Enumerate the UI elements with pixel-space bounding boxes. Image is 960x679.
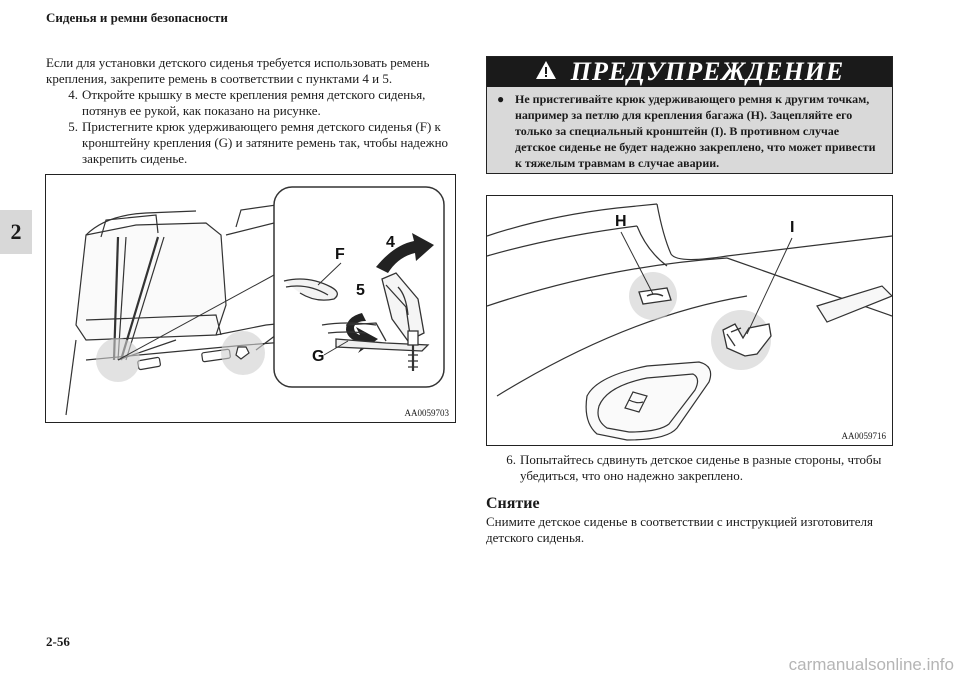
watermark: carmanualsonline.info: [788, 655, 954, 674]
step-text: Попытайтесь сдвинуть детское сиденье в разные стороны, чтобы убедиться, что оно надежно закреплено.: [520, 452, 882, 483]
intro-section: [46, 55, 458, 167]
step-item: [46, 119, 458, 167]
warning-body: [487, 87, 892, 171]
warning-triangle-icon: [535, 57, 557, 87]
label-f: F: [335, 246, 345, 263]
removal-text: Снимите детское сиденье в соответствии с инструкцией изготовителя детского сиденья.: [486, 514, 873, 545]
removal-heading: Снятие: [486, 495, 540, 512]
step-text: Откройте крышку в месте крепления ремня детского сиденья, потянув ее рукой, как показано на рисунке.: [82, 87, 426, 118]
label-h: H: [615, 213, 627, 230]
step-number: 5.: [68, 119, 78, 134]
label-g: G: [312, 348, 325, 365]
tether-installation-figure: [45, 174, 456, 423]
step-number: 6.: [506, 452, 516, 467]
tether-installation-illustration: [46, 175, 455, 422]
label-i: I: [790, 219, 795, 236]
step-item: [498, 452, 908, 484]
warning-box: [486, 56, 893, 174]
bullet-icon: ●: [497, 92, 505, 106]
chapter-tab: 2: [0, 210, 32, 254]
intro-paragraph: Если для установки детского сиденья требуется использовать ремень крепления, закрепите ремень в соответствии с пунктами 4 и 5.: [46, 55, 430, 86]
page-number: 2-56: [46, 634, 70, 649]
step-item: [46, 87, 458, 119]
warning-header: [487, 57, 892, 87]
label-step-4: 4: [386, 234, 395, 251]
page-header: Сиденья и ремни безопасности: [46, 10, 228, 25]
anchor-location-illustration: [487, 196, 892, 445]
warning-title: ПРЕДУПРЕЖДЕНИЕ: [570, 57, 845, 86]
step-6: [498, 452, 908, 484]
steps-list: [46, 87, 458, 167]
step-text: Пристегните крюк удерживающего ремня детского сиденья (F) к кронштейну крепления (G) и затяните ремень так, чтобы надежно закрепить сиденье.: [82, 119, 449, 166]
steps-list: [498, 452, 908, 484]
label-step-5: 5: [356, 282, 365, 299]
figure-code: AA0059716: [841, 431, 886, 441]
anchor-location-figure: [486, 195, 893, 446]
figure-code: AA0059703: [404, 408, 449, 418]
step-number: 4.: [68, 87, 78, 102]
warning-text: Не пристегивайте крюк удерживающего ремня к другим точкам, например за петлю для крепления багажа (H). Зацепляйте его только за специальный кронштейн (I). В противном случае детское сиденье не будет надежно закреплено, что может привести к тяжелым травмам в случае аварии.: [515, 92, 876, 170]
